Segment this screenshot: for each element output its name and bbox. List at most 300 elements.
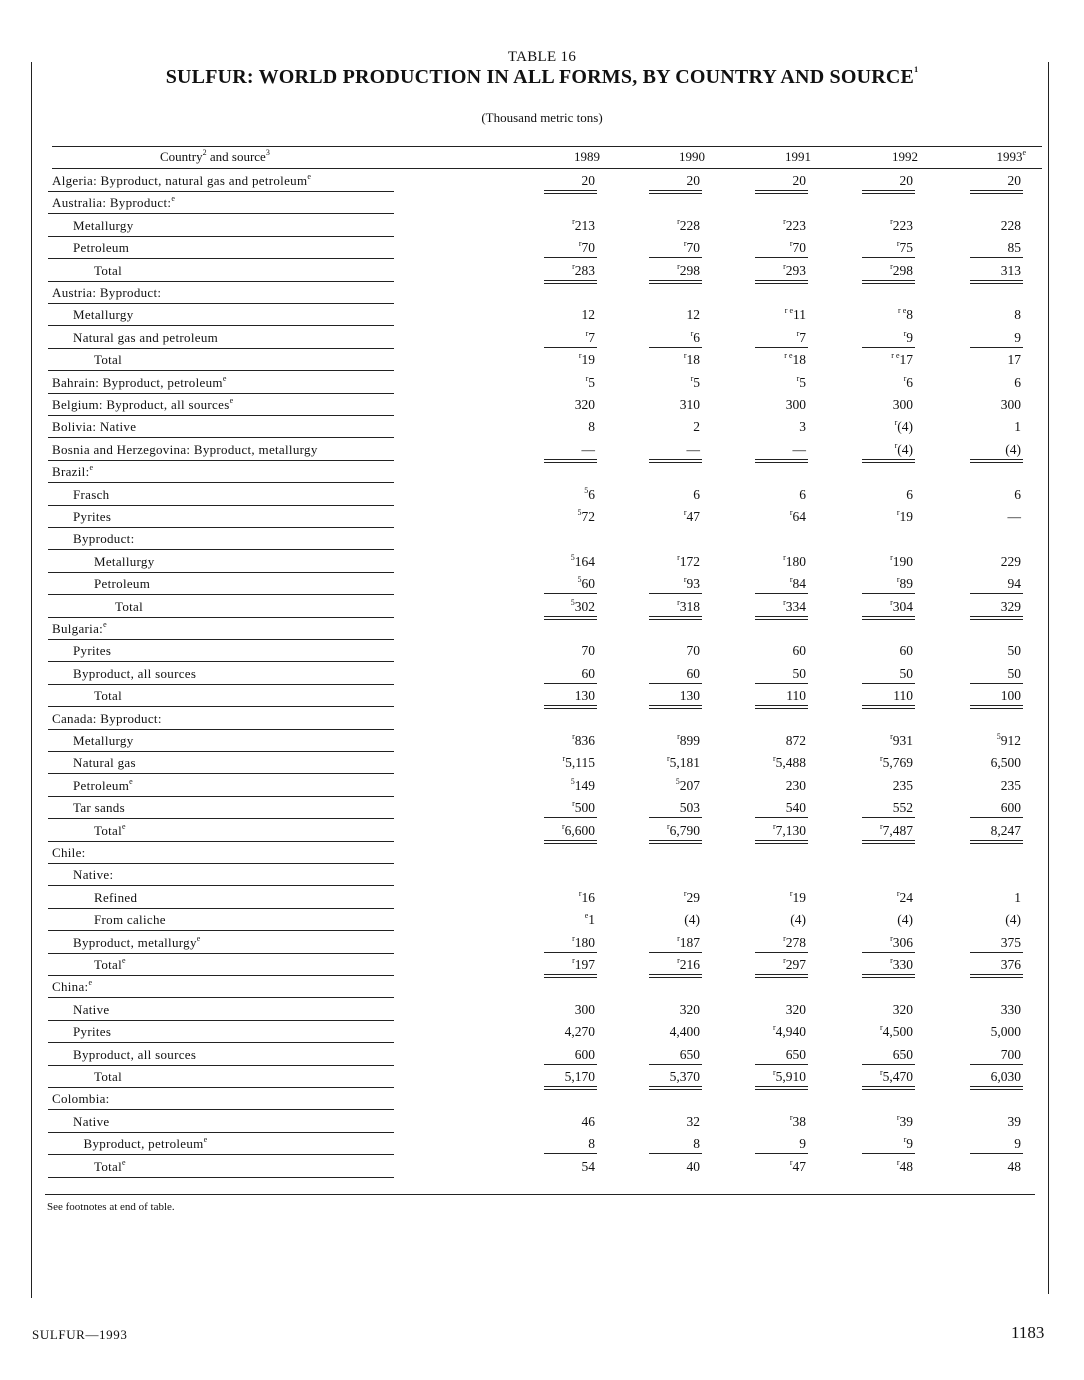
- row-label-text: Algeria: Byproduct, natural gas and petroleum: [52, 173, 308, 188]
- value-cell: [941, 890, 1021, 906]
- row-label: [52, 195, 175, 211]
- value-cell: [726, 218, 806, 234]
- value-cell: [515, 599, 595, 615]
- header-year-3: [838, 149, 918, 165]
- value-cell: [833, 487, 913, 503]
- row-label: [94, 1159, 126, 1175]
- value-text: 46: [581, 1113, 595, 1129]
- table-row: [0, 1156, 1084, 1178]
- value-cell: [620, 263, 700, 279]
- row-label-note: e: [171, 194, 176, 204]
- row-label-text: Bosnia and Herzegovina: Byproduct, metallurgy: [52, 441, 318, 457]
- value-text: 228: [1000, 217, 1021, 233]
- value-text: 552: [892, 800, 913, 816]
- value-cell: [833, 1024, 913, 1040]
- table-row: [0, 282, 1084, 304]
- value-note: r: [677, 552, 680, 562]
- value-note: r: [677, 732, 680, 741]
- value-cell: [726, 912, 806, 928]
- value-text: 320: [785, 1001, 806, 1017]
- value-cell: [515, 1136, 595, 1152]
- subtotal-rule: [649, 1064, 702, 1065]
- table-row: [0, 1066, 1084, 1088]
- value-text: 5,000: [990, 1024, 1021, 1040]
- value-cell: [515, 442, 595, 458]
- row-label: [52, 845, 86, 861]
- subtotal-rule: [544, 817, 597, 818]
- value-cell: [726, 957, 806, 973]
- row-label: [73, 867, 113, 883]
- value-cell: [941, 733, 1021, 749]
- subtotal-rule: [970, 952, 1023, 953]
- value-cell: [726, 240, 806, 256]
- value-text: 7: [588, 329, 595, 345]
- table-row: [0, 730, 1084, 752]
- row-label-text: Austria: Byproduct:: [52, 285, 162, 300]
- value-note: r: [890, 261, 893, 271]
- row-label: [73, 1002, 109, 1018]
- value-text: 376: [1000, 957, 1021, 972]
- row-label-text: Chile:: [52, 845, 86, 860]
- value-cell: [515, 688, 595, 704]
- row-label: [52, 1091, 110, 1107]
- value-note: r: [572, 216, 575, 226]
- value-text: 130: [574, 688, 595, 704]
- value-text: 302: [574, 598, 595, 614]
- header-rule-bottom: [52, 168, 1042, 169]
- value-cell: [515, 778, 595, 794]
- row-label-text: Petroleum: [73, 777, 130, 793]
- value-text: (4): [1005, 441, 1021, 457]
- value-note: r: [890, 933, 893, 943]
- value-text: 318: [679, 598, 700, 614]
- value-cell: [833, 1069, 913, 1085]
- value-cell: [515, 800, 595, 816]
- value-cell: [515, 487, 595, 503]
- value-text: 94: [1007, 576, 1021, 592]
- table-row: [0, 1133, 1084, 1155]
- subtotal-rule: [649, 257, 702, 258]
- row-label-text: Metallurgy: [73, 733, 134, 748]
- row-label-text: Brazil:: [52, 464, 90, 480]
- value-note: r: [561, 821, 565, 831]
- value-note: r: [666, 821, 670, 831]
- value-note: r: [772, 821, 776, 831]
- value-note: r: [572, 261, 575, 271]
- value-text: 650: [892, 1046, 913, 1062]
- value-note: r: [890, 732, 893, 741]
- value-cell: [620, 173, 700, 189]
- value-cell: [726, 442, 806, 458]
- value-cell: [833, 643, 913, 659]
- value-text: 84: [792, 576, 806, 592]
- value-text: 180: [785, 553, 806, 569]
- row-label-text: Bahrain: Byproduct, petroleum: [52, 374, 223, 390]
- value-cell: [726, 419, 806, 435]
- value-text: 29: [686, 889, 700, 905]
- row-label-text: Native: [73, 1113, 110, 1129]
- value-text: 85: [1007, 240, 1021, 256]
- row-label: [73, 643, 111, 659]
- value-cell: [726, 352, 806, 368]
- value-note: r: [783, 216, 786, 226]
- row-label: [73, 240, 129, 256]
- value-cell: [833, 240, 913, 256]
- row-label: [52, 979, 92, 995]
- value-note: r e: [784, 306, 793, 316]
- value-cell: [726, 1159, 806, 1175]
- table-row: [0, 349, 1084, 371]
- value-cell: [726, 1114, 806, 1130]
- value-cell: [620, 823, 700, 839]
- value-cell: [515, 240, 595, 256]
- value-text: 100: [1000, 688, 1021, 704]
- value-cell: [941, 218, 1021, 234]
- value-cell: [620, 397, 700, 413]
- value-text: 5,910: [775, 1069, 806, 1084]
- row-label: [52, 285, 161, 301]
- subtotal-rule: [862, 1064, 915, 1065]
- row-label: [94, 688, 122, 704]
- subtotal-rule: [970, 347, 1023, 348]
- table-row: [0, 1021, 1084, 1043]
- value-text: 89: [899, 576, 913, 592]
- value-cell: [941, 1002, 1021, 1018]
- value-text: 6: [799, 486, 806, 502]
- value-text: 7,130: [775, 822, 806, 838]
- value-text: 235: [1000, 777, 1021, 793]
- subtotal-rule: [544, 257, 597, 258]
- value-cell: [515, 935, 595, 951]
- row-label: [52, 621, 107, 637]
- value-cell: [620, 1024, 700, 1040]
- value-cell: [941, 352, 1021, 368]
- value-text: 40: [686, 1158, 700, 1174]
- subtotal-rule: [649, 952, 702, 953]
- value-cell: [726, 1047, 806, 1063]
- value-text: 503: [679, 800, 700, 816]
- value-note: r: [789, 1112, 793, 1122]
- title-footnote-marker: 1: [914, 65, 919, 74]
- value-text: 836: [574, 733, 595, 748]
- value-text: (4): [897, 441, 913, 457]
- value-text: 6,500: [990, 755, 1021, 771]
- subtotal-rule: [970, 1153, 1023, 1154]
- row-label-note: e: [307, 172, 312, 181]
- value-cell: [941, 509, 1021, 525]
- subtotal-rule: [862, 683, 915, 684]
- value-text: 54: [581, 1158, 595, 1174]
- value-cell: [620, 1002, 700, 1018]
- value-text: 912: [1000, 733, 1021, 748]
- value-cell: [620, 935, 700, 951]
- value-note: r: [572, 799, 575, 809]
- value-note: r: [666, 754, 670, 764]
- footer-section-title: SULFUR—1993: [32, 1327, 128, 1342]
- row-label: [73, 778, 133, 794]
- subtotal-rule: [755, 952, 808, 953]
- value-cell: [620, 1114, 700, 1130]
- value-cell: [833, 1047, 913, 1063]
- value-text: 70: [686, 643, 700, 659]
- row-label: [94, 1069, 122, 1085]
- row-label: [73, 755, 136, 771]
- header-rule-top: [52, 146, 1042, 147]
- value-text: 190: [892, 553, 913, 569]
- value-cell: [833, 263, 913, 279]
- value-text: 5: [588, 374, 595, 390]
- subtotal-rule: [970, 1064, 1023, 1065]
- value-text: 38: [792, 1113, 806, 1129]
- value-text: 540: [785, 800, 806, 816]
- value-text: 60: [581, 665, 595, 681]
- table-row: [0, 1088, 1084, 1110]
- value-cell: [726, 307, 806, 323]
- row-label-text: Total: [94, 957, 123, 972]
- row-label: [73, 218, 134, 234]
- value-cell: [833, 576, 913, 592]
- subtotal-rule: [970, 593, 1023, 594]
- value-text: 6,600: [564, 822, 595, 838]
- value-text: 8,247: [990, 822, 1021, 838]
- value-text: 310: [679, 397, 700, 412]
- subtotal-rule: [544, 683, 597, 684]
- value-cell: [620, 307, 700, 323]
- value-text: 235: [892, 777, 913, 793]
- row-label-note: e: [129, 776, 133, 786]
- value-cell: [941, 1159, 1021, 1175]
- value-note: r: [879, 754, 883, 764]
- value-text: 12: [581, 307, 595, 323]
- row-label-note: e: [122, 956, 126, 965]
- value-cell: [941, 442, 1021, 458]
- value-cell: [941, 666, 1021, 682]
- value-text: 70: [686, 240, 700, 256]
- row-label-text: Metallurgy: [94, 553, 155, 569]
- table-row: [0, 394, 1084, 416]
- subtotal-rule: [649, 1153, 702, 1154]
- table-row: [0, 215, 1084, 237]
- value-cell: [515, 218, 595, 234]
- table-row: [0, 573, 1084, 595]
- value-note: 5: [570, 776, 575, 786]
- subtotal-rule: [755, 347, 808, 348]
- value-text: 172: [679, 553, 700, 569]
- value-note: r: [896, 508, 900, 517]
- value-cell: [620, 375, 700, 391]
- value-note: 5: [577, 508, 582, 517]
- value-note: 5: [570, 597, 575, 607]
- value-cell: [726, 800, 806, 816]
- value-text: 4,270: [564, 1024, 595, 1040]
- value-text: 2: [693, 419, 700, 435]
- table-row: [0, 752, 1084, 774]
- row-label: [73, 733, 134, 749]
- value-text: 149: [574, 777, 595, 793]
- value-note: r: [796, 328, 800, 338]
- value-cell: [941, 576, 1021, 592]
- value-cell: [515, 890, 595, 906]
- value-text: 5: [693, 374, 700, 390]
- value-text: 9: [1014, 1136, 1021, 1152]
- value-text: 93: [686, 576, 700, 592]
- value-cell: [726, 487, 806, 503]
- value-note: r: [677, 216, 680, 226]
- value-cell: [620, 1136, 700, 1152]
- header-country-note: 2: [202, 148, 207, 157]
- row-label: [52, 375, 227, 391]
- value-note: r: [903, 1135, 907, 1145]
- subtotal-rule: [862, 817, 915, 818]
- value-cell: [620, 599, 700, 615]
- value-cell: [726, 1136, 806, 1152]
- value-note: r e: [898, 306, 907, 316]
- value-text: 500: [574, 800, 595, 816]
- value-note: r: [796, 373, 800, 383]
- value-text: 72: [581, 509, 595, 524]
- value-text: 8: [588, 1136, 595, 1152]
- value-text: (4): [790, 912, 806, 928]
- value-text: 164: [574, 553, 595, 569]
- value-cell: [515, 352, 595, 368]
- table-row: [0, 484, 1084, 506]
- row-label-text: Byproduct, all sources: [73, 1046, 197, 1062]
- value-note: r: [783, 956, 786, 965]
- value-cell: [726, 509, 806, 525]
- value-text: 9: [799, 1136, 806, 1152]
- value-cell: [833, 935, 913, 951]
- value-cell: [620, 487, 700, 503]
- value-cell: [515, 307, 595, 323]
- value-text: 334: [785, 598, 806, 614]
- value-text: 650: [679, 1046, 700, 1062]
- value-text: 5,181: [669, 755, 700, 771]
- row-label-text: Pyrites: [73, 643, 112, 659]
- value-note: r: [789, 1157, 793, 1167]
- value-cell: [833, 397, 913, 413]
- value-cell: [726, 1002, 806, 1018]
- value-note: r: [789, 508, 793, 517]
- value-note: r: [572, 956, 575, 965]
- row-label-rule: [48, 1177, 394, 1178]
- value-note: r: [894, 418, 898, 428]
- table-row: [0, 976, 1084, 998]
- value-cell: [726, 935, 806, 951]
- value-text: 8: [693, 1136, 700, 1152]
- value-cell: [941, 1136, 1021, 1152]
- value-text: 20: [899, 173, 913, 188]
- value-text: 48: [1007, 1158, 1021, 1174]
- value-text: 4,500: [882, 1024, 913, 1040]
- row-label: [52, 442, 318, 458]
- row-label: [73, 666, 196, 682]
- value-cell: [726, 755, 806, 771]
- value-text: 700: [1000, 1046, 1021, 1062]
- value-cell: [620, 554, 700, 570]
- value-cell: [833, 666, 913, 682]
- header-year-text: 1989: [574, 149, 600, 164]
- value-text: 39: [1007, 1113, 1021, 1129]
- value-note: r: [578, 888, 582, 898]
- value-text: 5,488: [775, 755, 806, 771]
- value-note: r: [578, 239, 582, 249]
- value-cell: [833, 330, 913, 346]
- table-row: [0, 327, 1084, 349]
- value-note: r: [896, 239, 900, 249]
- value-cell: [833, 307, 913, 323]
- value-cell: [726, 375, 806, 391]
- table-row: [0, 864, 1084, 886]
- value-note: r: [896, 575, 900, 585]
- value-text: 20: [686, 173, 700, 188]
- value-note: r: [783, 597, 786, 607]
- value-text: 12: [686, 307, 700, 323]
- value-cell: [515, 823, 595, 839]
- value-cell: [833, 599, 913, 615]
- value-note: r: [683, 508, 687, 517]
- value-text: 60: [792, 643, 806, 659]
- value-note: r: [677, 956, 680, 965]
- value-text: 180: [574, 934, 595, 950]
- row-label-text: Byproduct:: [73, 531, 135, 547]
- row-label-text: Total: [94, 262, 123, 278]
- value-cell: [620, 576, 700, 592]
- value-cell: [515, 263, 595, 279]
- footnote-reference: See footnotes at end of table.: [47, 1201, 175, 1213]
- row-label-note: e: [229, 396, 234, 405]
- value-cell: [726, 397, 806, 413]
- row-label: [94, 263, 122, 279]
- value-text: (4): [684, 912, 700, 928]
- table-row: [0, 304, 1084, 326]
- row-label-note: e: [88, 978, 93, 988]
- value-cell: [941, 755, 1021, 771]
- value-text: 320: [574, 397, 595, 412]
- value-text: 223: [785, 217, 806, 233]
- value-text: 70: [581, 240, 595, 256]
- value-cell: [620, 1159, 700, 1175]
- value-cell: [515, 509, 595, 525]
- value-text: 5: [799, 374, 806, 390]
- value-cell: [833, 890, 913, 906]
- row-label-text: Pyrites: [73, 509, 112, 524]
- units-caption: (Thousand metric tons): [481, 110, 603, 125]
- subtotal-rule: [862, 347, 915, 348]
- row-label-text: Total: [94, 1158, 123, 1174]
- value-text: 70: [792, 240, 806, 256]
- value-cell: [833, 419, 913, 435]
- row-label-text: China:: [52, 979, 89, 995]
- table-row: [0, 663, 1084, 685]
- value-cell: [726, 890, 806, 906]
- value-note: r: [890, 597, 893, 607]
- value-text: 187: [679, 934, 700, 950]
- value-text: 228: [679, 217, 700, 233]
- header-year-text: 1991: [785, 149, 811, 164]
- value-text: 9: [906, 1136, 913, 1152]
- value-note: r: [572, 732, 575, 741]
- value-note: r: [683, 239, 687, 249]
- value-note: r: [890, 216, 893, 226]
- value-cell: [515, 173, 595, 189]
- value-cell: [726, 666, 806, 682]
- value-text: 5,115: [565, 755, 595, 771]
- value-note: r: [783, 261, 786, 271]
- header-country-text: Country: [160, 149, 203, 164]
- value-text: 50: [792, 665, 806, 681]
- value-cell: [726, 599, 806, 615]
- value-cell: [941, 957, 1021, 973]
